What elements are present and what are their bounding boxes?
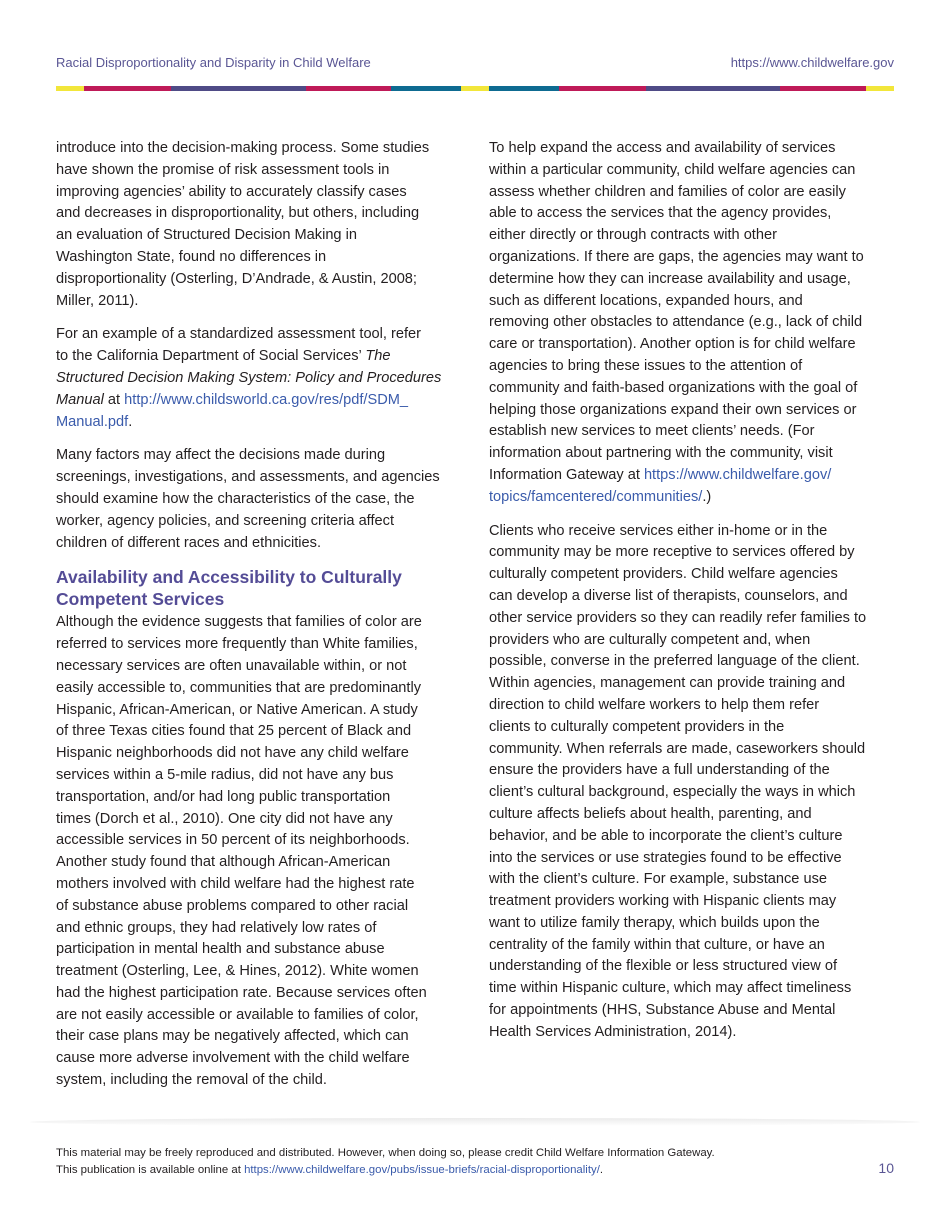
right-column [489, 138, 899, 1056]
text-line: for appointments (HHS, Substance Abuse and Mental [489, 1002, 836, 1019]
stripe-segment [306, 86, 391, 91]
text-line: treatment providers working with Hispanic clients may [489, 893, 837, 910]
text-line: Washington State, found no differences in [56, 248, 327, 265]
text-line: Health Services Administration, 2014). [489, 1023, 737, 1040]
text-line: and ethnic groups, they had relatively low rates of [56, 919, 377, 936]
text-line: referred to services more frequently than White families, [56, 636, 418, 653]
text-line: For an example of a standardized assessment tool, refer [56, 326, 422, 343]
page-number: 10 [878, 1160, 894, 1176]
text-line: mothers involved with child welfare had the highest rate [56, 875, 415, 892]
text-line [56, 346, 466, 368]
text-line: behavior, and be able to incorporate the client’s culture [489, 827, 843, 844]
footer-divider [30, 1118, 920, 1126]
inline-link[interactable]: Manual.pdf [56, 413, 129, 430]
text-line [56, 390, 466, 412]
text-line: have shown the promise of risk assessment tools in [56, 161, 390, 178]
text-line: treatment (Osterling, Lee, & Hines, 2012). White women [56, 963, 419, 980]
color-stripe-divider [56, 86, 894, 91]
text-run: . [128, 413, 133, 430]
text-line: worker, agency policies, and screening criteria affect [56, 512, 394, 529]
text-line [489, 465, 899, 487]
text-line: system, including the removal of the child. [56, 1072, 327, 1089]
text-line: Clients who receive services either in-home or in the [489, 522, 828, 539]
text-line: can develop a diverse list of therapists, counselors, and [489, 587, 848, 604]
left-column [56, 138, 466, 1104]
stripe-segment [461, 86, 489, 91]
text-line: possible, converse in the preferred language of the client. [489, 653, 860, 670]
section-heading [56, 566, 466, 610]
stripe-segment [559, 86, 646, 91]
text-line: Availability and Accessibility to Culturally [56, 567, 402, 588]
text-line: services within a 5-mile radius, did not have any bus [56, 766, 394, 783]
paragraph [489, 138, 899, 509]
text-line: Although the evidence suggests that families of color are [56, 614, 422, 631]
text-line: organizations. If there are gaps, the agencies may want to [489, 248, 864, 265]
text-line: and decreases in disproportionality, but others, including [56, 205, 420, 222]
text-line: cause more adverse involvement with the child welfare [56, 1050, 410, 1067]
text-line: with the client’s culture. For example, substance use [489, 871, 827, 888]
running-header-title: Racial Disproportionality and Disparity in Child Welfare [56, 55, 371, 70]
stripe-segment [171, 86, 306, 91]
text-line: ensure the providers have a full understanding of the [489, 762, 830, 779]
text-line: information about partnering with the community, visit [489, 445, 833, 462]
paragraph [56, 138, 466, 312]
text-line: other service providers so they can readily refer families to [489, 609, 867, 626]
stripe-segment [646, 86, 780, 91]
text-line: community and faith-based organizations with the goal of [489, 379, 858, 396]
stripe-segment [56, 86, 84, 91]
footer-credit: This material may be freely reproduced and distributed. However, when doing so, please credit Child Welfare Information Gateway. [56, 1147, 715, 1159]
text-line: necessary services are often unavailable within, or not [56, 657, 407, 674]
text-line: Miller, 2011). [56, 292, 139, 309]
text-line: helping those organizations expand their own services or [489, 401, 857, 418]
italic-title: The [365, 348, 391, 365]
text-line: within a particular community, child welfare agencies can [489, 161, 856, 178]
text-line: screenings, investigations, and assessments, and agencies [56, 469, 440, 486]
inline-link[interactable]: https://www.childwelfare.gov/ [643, 466, 832, 483]
stripe-segment [780, 86, 866, 91]
text-line: disproportionality (Osterling, D’Andrade, & Austin, 2008; [56, 270, 417, 287]
text-run: Information Gateway at [489, 466, 644, 483]
text-line: community. When referrals are made, caseworkers should [489, 740, 866, 757]
text-line: of three Texas cities found that 25 percent of Black and [56, 723, 412, 740]
text-line: removing other obstacles to attendance (e.g., lack of child [489, 314, 863, 331]
text-line: providers who are culturally competent and, when [489, 631, 811, 648]
text-run: .) [702, 488, 712, 505]
text-line: able to access the services that the agency provides, [489, 205, 832, 222]
text-line: clients to culturally competent providers in the [489, 718, 785, 735]
text-line: assess whether children and families of color are easily [489, 183, 846, 200]
text-line: culturally competent providers. Child welfare agencies [489, 566, 838, 583]
text-line: children of different races and ethnicities. [56, 534, 322, 551]
text-line: either directly or through contracts with other [489, 227, 777, 244]
text-line: determine how they can increase availability and usage, [489, 270, 851, 287]
text-line: direction to child welfare workers to help them refer [489, 696, 820, 713]
stripe-segment [391, 86, 461, 91]
text-line: To help expand the access and availability of services [489, 140, 836, 156]
italic-title: Structured Decision Making System: Policy and Procedures [56, 369, 442, 386]
footer-suffix: . [599, 1164, 604, 1176]
footer-prefix: This publication is available online at [56, 1164, 245, 1176]
text-line: into the services or use strategies found to be effective [489, 849, 842, 866]
text-line: client’s cultural background, especially the ways in which [489, 784, 856, 801]
text-line: understanding of the flexible or less structured view of [489, 958, 838, 975]
text-line: care or transportation). Another option is for child welfare [489, 336, 856, 353]
inline-link[interactable]: topics/famcentered/communities/ [489, 488, 703, 505]
text-line: establish new services to meet clients’ needs. (For [489, 423, 815, 440]
footer [56, 1145, 715, 1179]
stripe-segment [866, 86, 894, 91]
text-line: Hispanic, African-American, or Native American. A study [56, 701, 418, 718]
text-line: such as different locations, expanded hours, and [489, 292, 803, 309]
text-line: Many factors may affect the decisions made during [56, 447, 386, 464]
stripe-segment [489, 86, 559, 91]
text-line: Another study found that although African-American [56, 854, 391, 871]
footer-availability [56, 1162, 715, 1179]
text-line: an evaluation of Structured Decision Making in [56, 227, 357, 244]
text-line: had the highest participation rate. Because services often [56, 984, 427, 1001]
stripe-segment [84, 86, 171, 91]
text-line: culture affects beliefs about health, parenting, and [489, 805, 812, 822]
paragraph [56, 324, 466, 433]
paragraph [489, 521, 899, 1044]
text-line: Within agencies, management can provide training and [489, 675, 846, 692]
text-line: agencies to bring these issues to the attention of [489, 357, 803, 374]
paragraph [56, 445, 466, 554]
text-line [56, 368, 466, 390]
inline-link[interactable]: http://www.childsworld.ca.gov/res/pdf/SDM_ [124, 391, 409, 408]
footer-publication-link[interactable]: https://www.childwelfare.gov/pubs/issue-briefs/racial-disproportionality/ [244, 1164, 600, 1176]
text-line: easily accessible to, communities that are predominantly [56, 679, 422, 696]
text-line: of substance abuse problems compared to other racial [56, 897, 409, 914]
text-line: time within Hispanic culture, which may affect timeliness [489, 980, 852, 997]
text-line: want to utilize family therapy, which builds upon the [489, 914, 820, 931]
text-run: to the California Department of Social Services’ [56, 348, 366, 365]
text-line [56, 412, 466, 434]
text-line: should examine how the characteristics of the case, the [56, 490, 415, 507]
text-line: participation in mental health and substance abuse [56, 941, 385, 958]
text-run: at [103, 391, 125, 408]
text-line: accessible services in 50 percent of its neighborhoods. [56, 832, 410, 849]
text-line: transportation, and/or had long public transportation [56, 788, 391, 805]
text-line: are not easily accessible or available to families of color, [56, 1006, 419, 1023]
text-line [489, 487, 899, 509]
text-line: introduce into the decision-making process. Some studies [56, 140, 430, 156]
text-line: community may be more receptive to services offered by [489, 544, 855, 561]
text-line: their case plans may be negatively affected, which can [56, 1028, 409, 1045]
header-site-link[interactable]: https://www.childwelfare.gov [730, 55, 894, 70]
text-line: Hispanic neighborhoods did not have any child welfare [56, 745, 409, 762]
text-line: improving agencies’ ability to accurately classify cases [56, 183, 407, 200]
text-line: times (Dorch et al., 2010). One city did not have any [56, 810, 393, 827]
paragraph [56, 612, 466, 1092]
text-line: centrality of the family within that culture, or have an [489, 936, 825, 953]
italic-title: Manual [56, 391, 104, 408]
text-line: Competent Services [56, 589, 225, 610]
